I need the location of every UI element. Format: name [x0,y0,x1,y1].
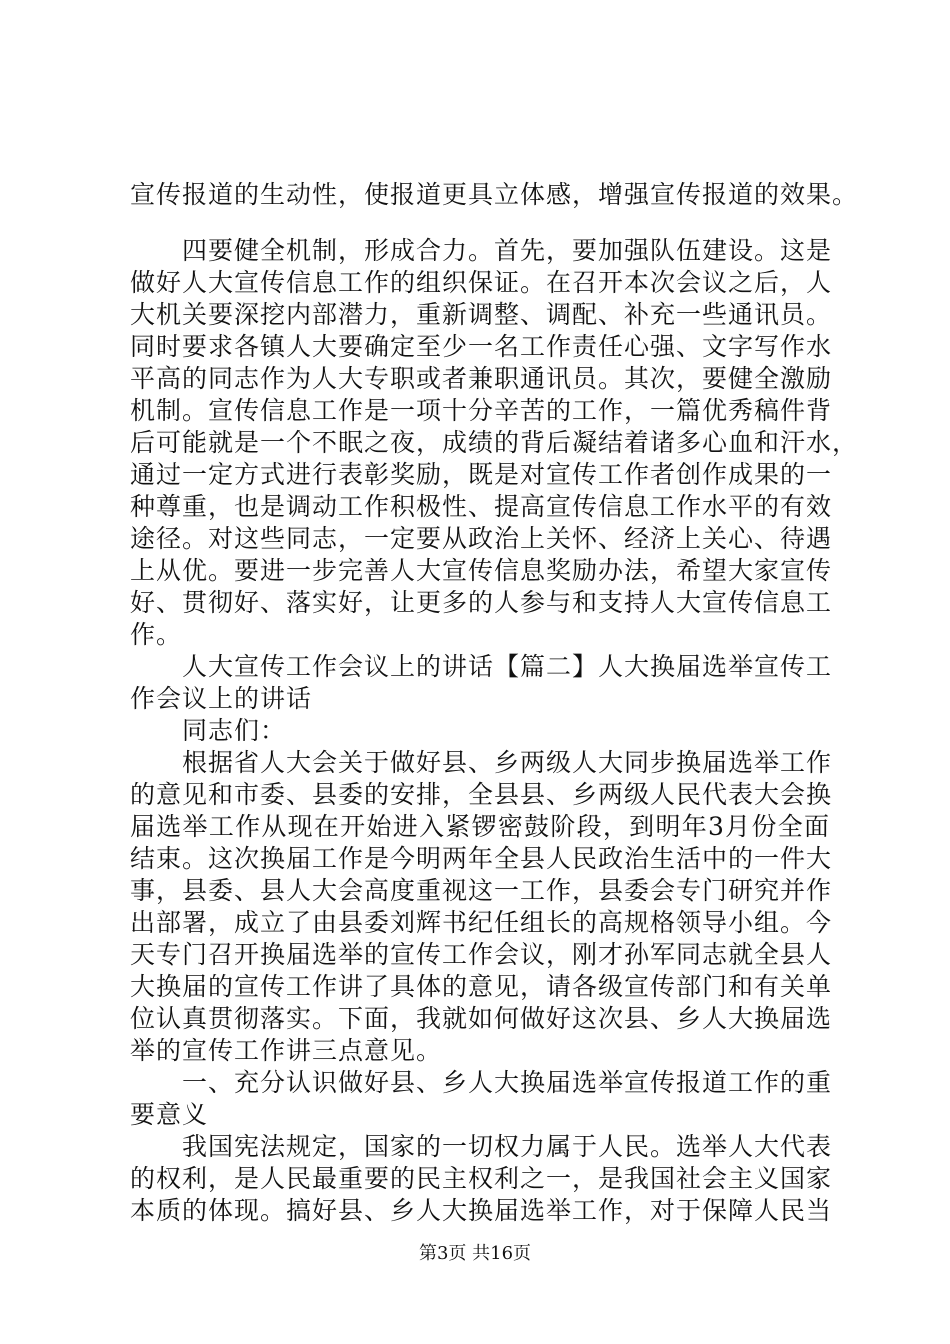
text-line: 天专门召开换届选举的宣传工作会议，刚才孙军同志就全县人 [130,940,833,969]
text-line: 好、贯彻好、落实好，让更多的人参与和支持人大宣传信息工 [130,588,833,617]
text-line: 的权利，是人民最重要的民主权利之一，是我国社会主义国家 [130,1164,833,1193]
text-line: 的意见和市委、县委的安排，全县县、乡两级人民代表大会换 [130,780,833,809]
page-number-footer: 第3页 共16页 [418,1243,532,1264]
text-line: 事，县委、县人大会高度重视这一工作，县委会专门研究并作 [130,876,833,905]
text-line: 平高的同志作为人大专职或者兼职通讯员。其次，要健全激励 [130,364,833,393]
section-heading-line: 要意义 [130,1100,209,1129]
text-line: 后可能就是一个不眠之夜，成绩的背后凝结着诸多心血和汗水， [130,428,859,457]
text-line: 宣传报道的生动性，使报道更具立体感，增强宣传报道的效果。 [130,180,859,209]
text-line: 途径。对这些同志，一定要从政治上关怀、经济上关心、待遇 [130,524,833,553]
text-line: 种尊重，也是调动工作积极性、提高宣传信息工作水平的有效 [130,492,833,521]
text-line: 机制。宣传信息工作是一项十分辛苦的工作，一篇优秀稿件背 [130,396,833,425]
text-line: 本质的体现。搞好县、乡人大换届选举工作，对于保障人民当 [130,1196,833,1225]
salutation: 同志们： [130,716,287,745]
text-line: 举的宣传工作讲三点意见。 [130,1036,443,1065]
text-line: 大换届的宣传工作讲了具体的意见，请各级宣传部门和有关单 [130,972,833,1001]
text-line: 结束。这次换届工作是今明两年全县人民政治生活中的一件大 [130,844,833,873]
text-line: 做好人大宣传信息工作的组织保证。在召开本次会议之后，人 [130,268,833,297]
section-heading-line: 人大宣传工作会议上的讲话【篇二】人大换届选举宣传工 [130,652,833,681]
text-line: 大机关要深挖内部潜力，重新调整、调配、补充一些通讯员。 [130,300,833,329]
text-line: 四要健全机制，形成合力。首先，要加强队伍建设。这是 [130,236,833,265]
section-heading-line: 一、充分认识做好县、乡人大换届选举宣传报道工作的重 [130,1068,833,1097]
text-line: 我国宪法规定，国家的一切权力属于人民。选举人大代表 [130,1132,833,1161]
text-line: 位认真贯彻落实。下面，我就如何做好这次县、乡人大换届选 [130,1004,833,1033]
text-line: 根据省人大会关于做好县、乡两级人大同步换届选举工作 [130,748,833,777]
text-line: 作。 [130,620,183,649]
section-heading-line: 作会议上的讲话 [130,684,313,713]
text-line: 同时要求各镇人大要确定至少一名工作责任心强、文字写作水 [130,332,833,361]
text-line: 通过一定方式进行表彰奖励，既是对宣传工作者创作成果的一 [130,460,833,489]
text-line: 届选举工作从现在开始进入紧锣密鼓阶段，到明年3月份全面 [130,812,830,841]
text-line: 上从优。要进一步完善人大宣传信息奖励办法，希望大家宣传 [130,556,833,585]
text-line: 出部署，成立了由县委刘辉书纪任组长的高规格领导小组。今 [130,908,833,937]
